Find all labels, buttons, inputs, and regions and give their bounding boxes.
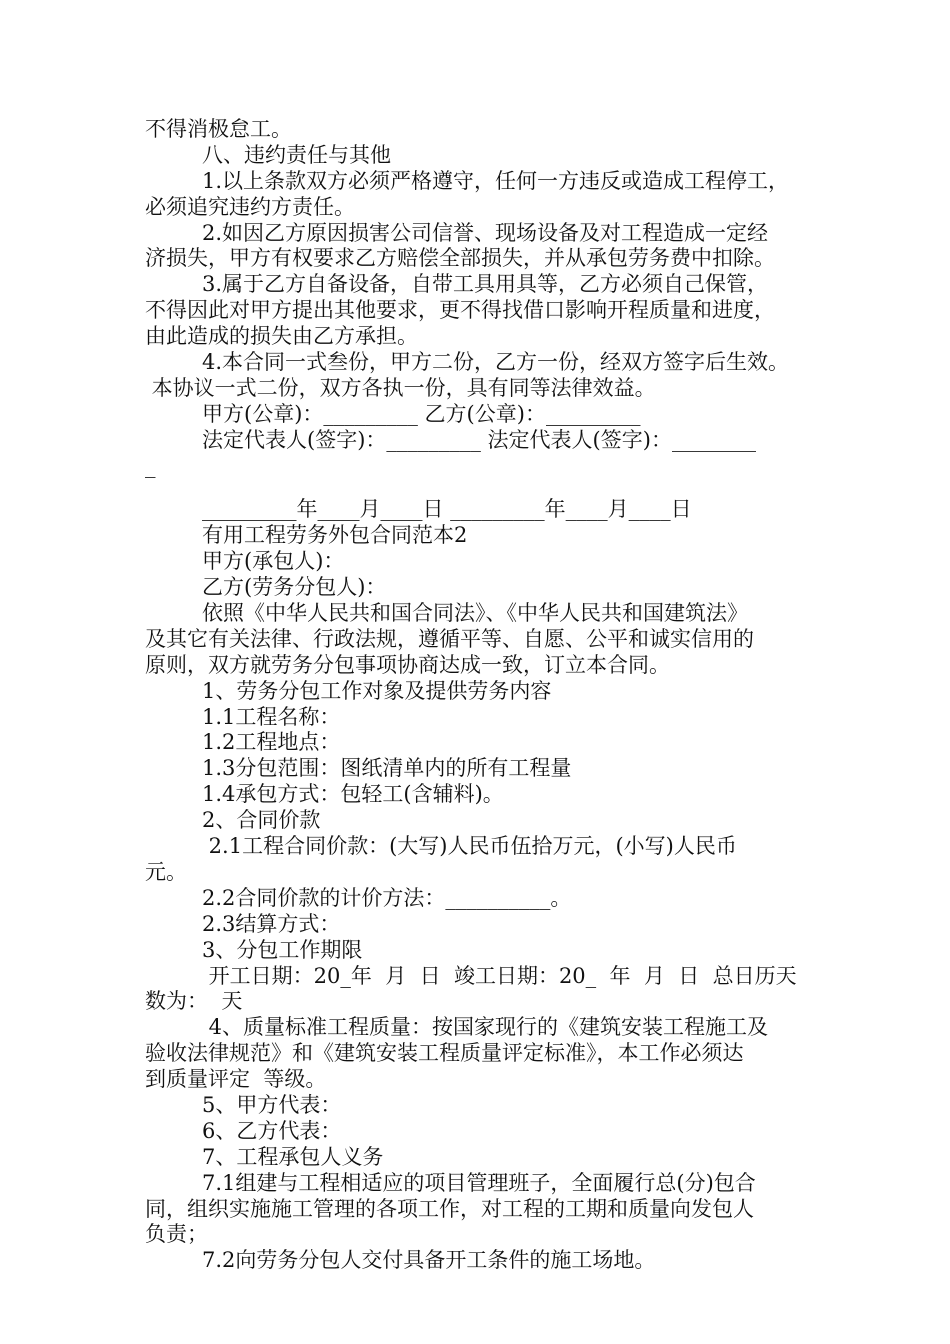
text-line: 1.4承包方式：包轻工(含辅料)。 (202, 782, 504, 807)
text-line: 不得因此对甲方提出其他要求，更不得找借口影响开程质量和进度， (145, 298, 775, 323)
text-line: 1.3分包范围：图纸清单内的所有工程量 (202, 756, 572, 781)
text-line: 7.1组建与工程相适应的项目管理班子，全面履行总(分)包合 (202, 1170, 756, 1195)
text-line: 验收法律规范》和《建筑安装工程质量评定标准》，本工作必须达 (145, 1041, 744, 1066)
section-heading: 2、合同价款 (202, 808, 321, 833)
text-line: 3.属于乙方自备设备，自带工具用具等，乙方必须自己保管， (202, 272, 769, 297)
text-line: 元。 (145, 859, 187, 884)
text-line: 依照《中华人民共和国合同法》、《中华人民共和国建筑法》 (202, 601, 748, 626)
text-line: 原则，双方就劳务分包事项协商达成一致，订立本合同。 (145, 652, 670, 677)
text-line: 同，组织实施施工管理的各项工作，对工程的工期和质量向发包人 (145, 1196, 754, 1221)
section-heading: 7、工程承包人义务 (202, 1144, 384, 1169)
section-heading: 八、违约责任与其他 (202, 142, 391, 167)
section-heading: 6、乙方代表： (202, 1118, 342, 1143)
text-line: _ (145, 453, 156, 478)
signature-line: 甲方(公章)：_________ 乙方(公章)：_________ (202, 401, 641, 426)
text-line: 1.2工程地点： (202, 730, 341, 755)
text-line: 2.3结算方式： (202, 911, 341, 936)
text-line: 4.本合同一式叁份，甲方二份，乙方一份，经双方签字后生效。 (202, 350, 790, 375)
text-line: 2.2合同价款的计价方法：__________。 (202, 885, 572, 910)
text-line: 2.如因乙方原因损害公司信誉、现场设备及对工程造成一定经 (202, 220, 769, 245)
section-heading: 5、甲方代表： (202, 1092, 342, 1117)
text-line: 到质量评定 等级。 (145, 1067, 327, 1092)
section-heading: 3、分包工作期限 (202, 937, 363, 962)
party-line: 乙方(劳务分包人)： (202, 575, 387, 600)
signature-line: 法定代表人(签字)：_________ 法定代表人(签字)：________ (202, 427, 756, 452)
text-line: 本协议一式二份，双方各执一份，具有同等法律效益。 (145, 375, 656, 400)
text-line: 2.1工程合同价款：(大写)人民币伍拾万元，(小写)人民币 (202, 834, 737, 859)
text-line: 负责； (145, 1222, 208, 1247)
text-line: 4、质量标准工程质量：按国家现行的《建筑安装工程施工及 (202, 1015, 769, 1040)
document-title: 有用工程劳务外包合同范本2 (202, 523, 468, 548)
text-line: 7.2向劳务分包人交付具备开工条件的施工场地。 (202, 1248, 656, 1273)
text-line: 必须追究违约方责任。 (145, 194, 355, 219)
date-line: _________年____月____日 _________年____月____日 (202, 497, 692, 522)
text-line: 1.1工程名称： (202, 704, 341, 729)
text-line: 济损失，甲方有权要求乙方赔偿全部损失，并从承包劳务费中扣除。 (145, 246, 775, 271)
party-line: 甲方(承包人)： (202, 549, 345, 574)
text-line: 由此造成的损失由乙方承担。 (145, 324, 418, 349)
text-line: 及其它有关法律、行政法规，遵循平等、自愿、公平和诚实信用的 (145, 626, 754, 651)
section-heading: 1、劳务分包工作对象及提供劳务内容 (202, 678, 552, 703)
text-line: 不得消极怠工。 (145, 117, 292, 141)
document-body (145, 117, 835, 1274)
text-line: 1.以上条款双方必须严格遵守，任何一方违反或造成工程停工， (202, 168, 790, 193)
text-line: 数为： 天 (145, 989, 243, 1014)
text-line: 开工日期：20_年 月 日 竣工日期：20_ 年 月 日 总日历天 (202, 963, 797, 988)
